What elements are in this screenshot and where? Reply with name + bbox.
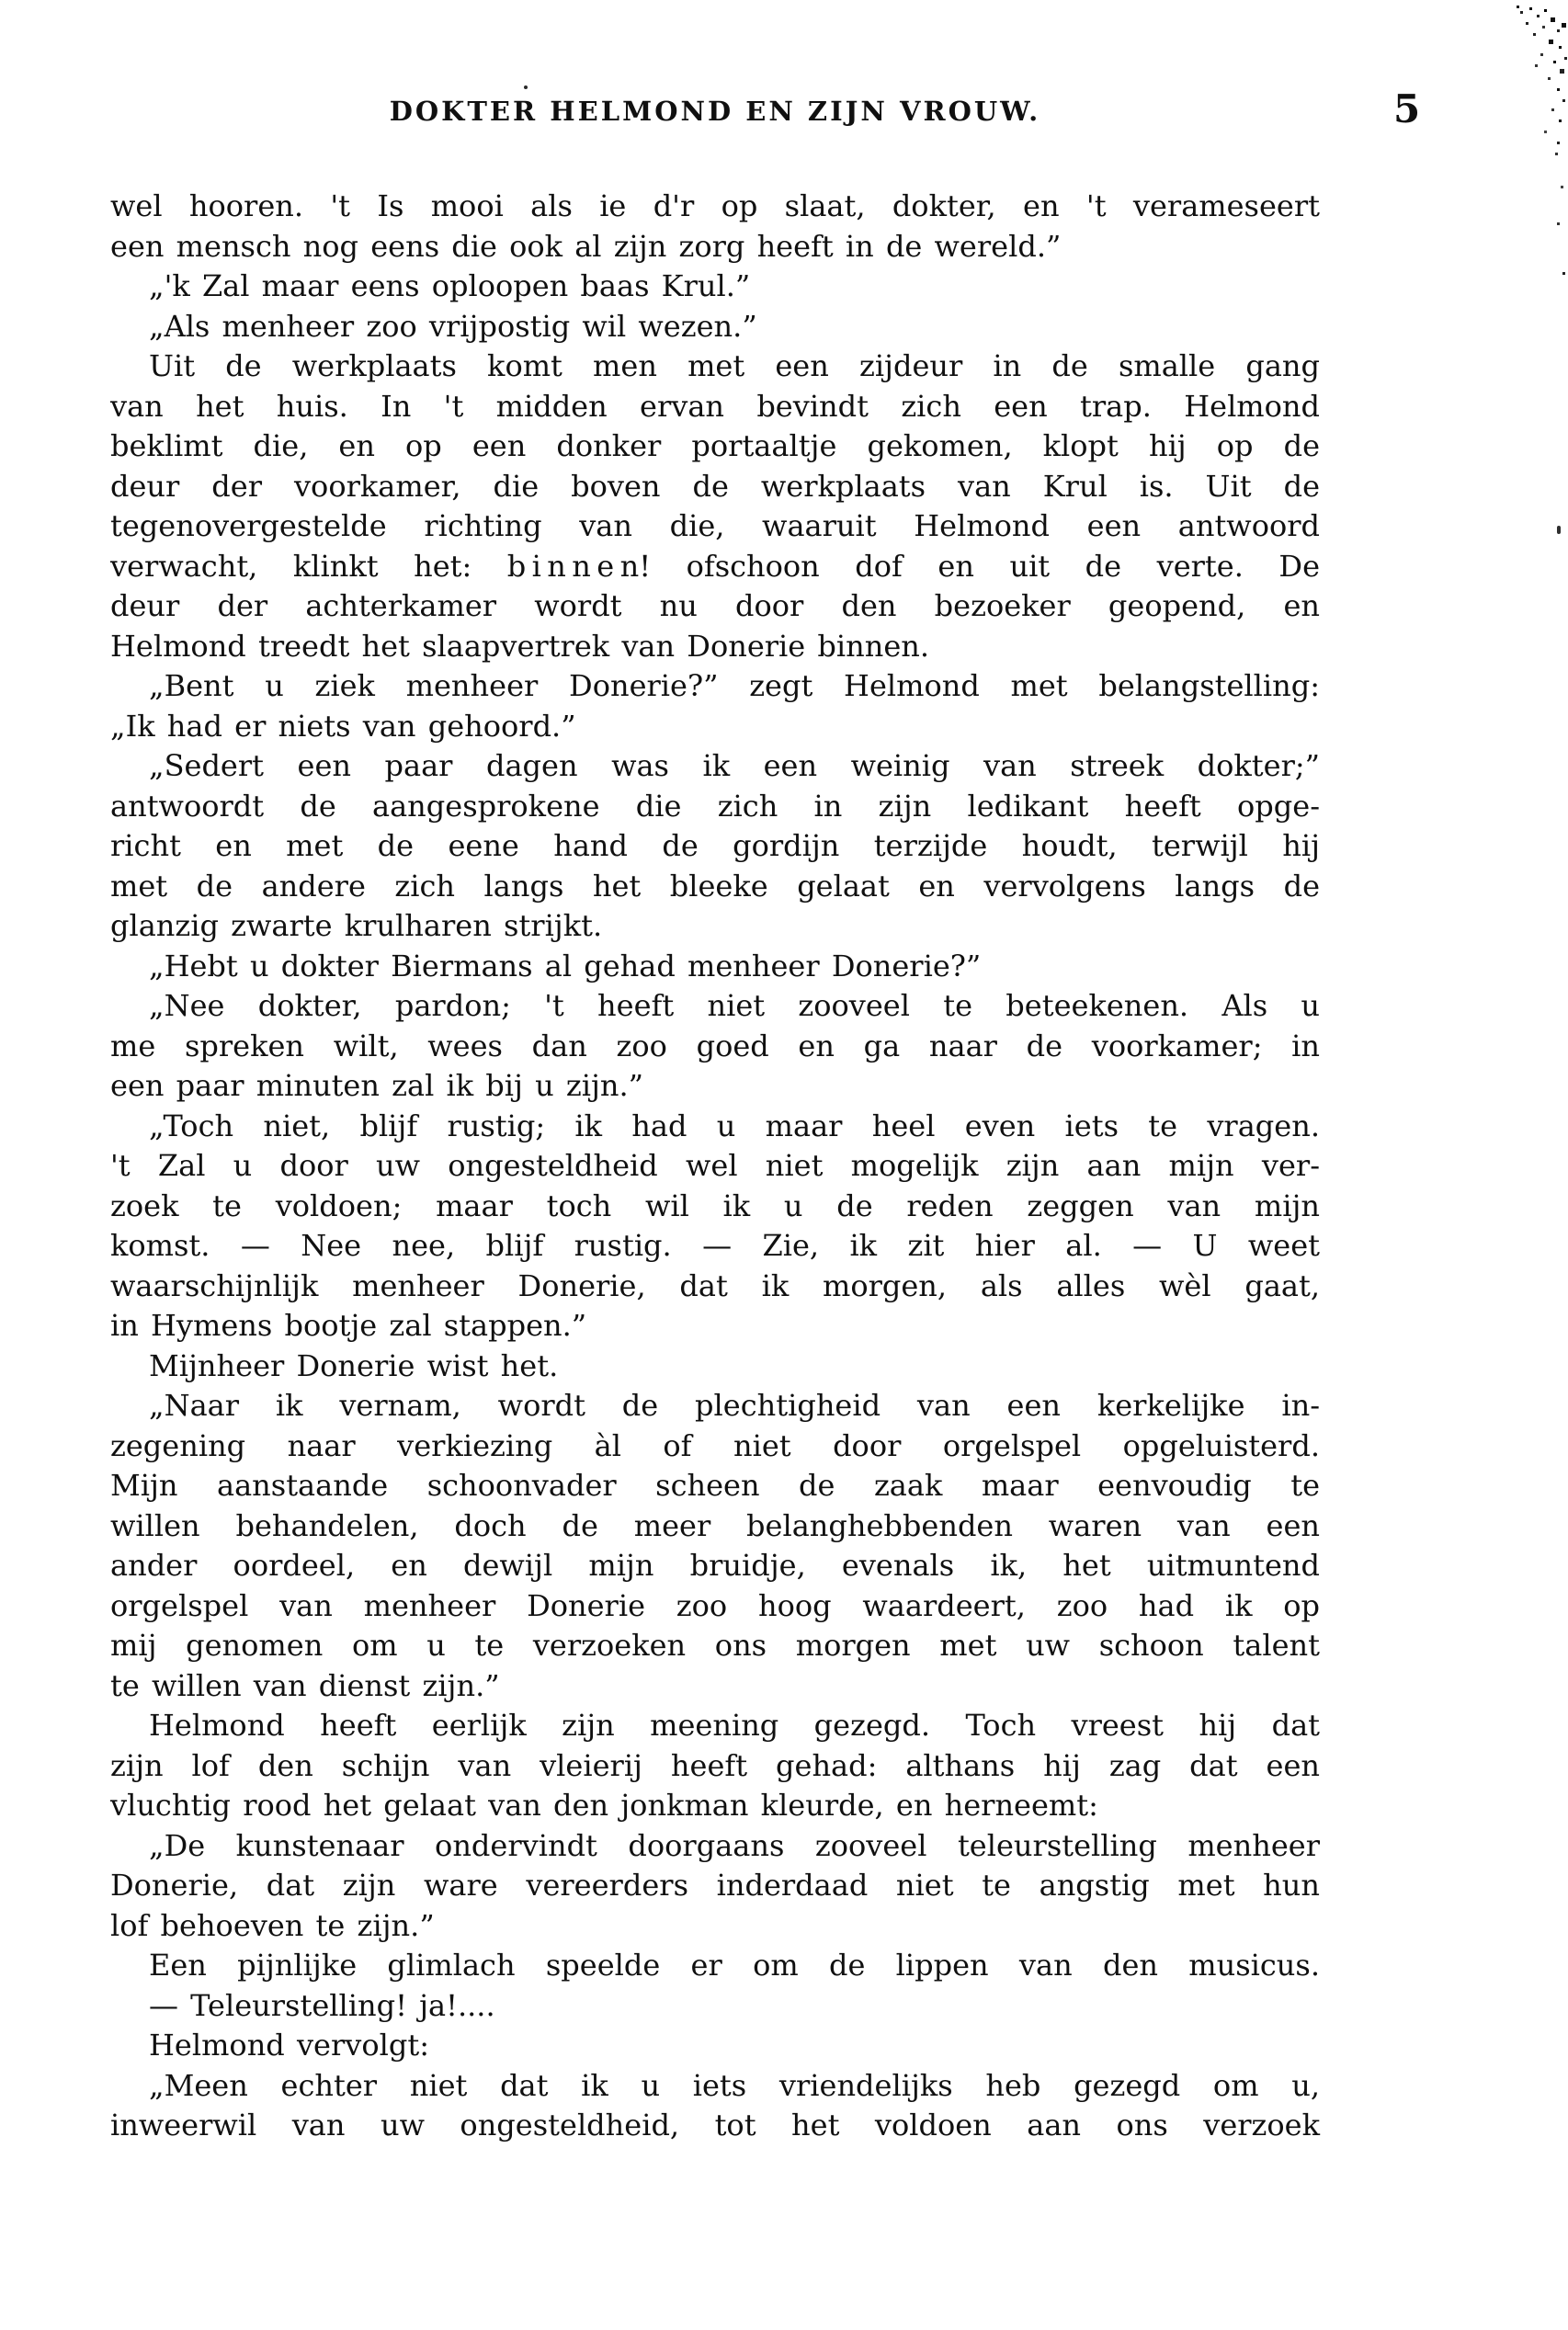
text-line: „Nee dokter, pardon; 't heeft niet zooveel te beteekenen. Als u [149, 988, 1320, 1023]
scan-speck-artifact [524, 85, 528, 89]
text-line: vluchtig rood het gelaat van den jonkman kleurde, en herneemt: [110, 1788, 1098, 1823]
text-line: „Bent u ziek menheer Donerie?” zegt Helmond met belangstelling: [149, 668, 1320, 703]
text-line: richt en met de eene hand de gordijn terzijde houdt, terwijl hij [110, 828, 1320, 863]
text-line: orgelspel van menheer Donerie zoo hoog waardeert, zoo had ik op [110, 1587, 1320, 1623]
text-line: 't Zal u door uw ongesteldheid wel niet mogelijk zijn aan mijn ver- [110, 1148, 1320, 1183]
text-line: in Hymens bootje zal stappen.” [110, 1308, 587, 1343]
text-line: te willen van dienst zijn.” [110, 1667, 500, 1703]
text-line: Helmond vervolgt: [149, 2028, 429, 2063]
text-line: met de andere zich langs het bleeke gelaat en vervolgens langs de [110, 868, 1320, 904]
text-line: „Ik had er niets van gehoord.” [110, 708, 576, 744]
text-line: Mijn aanstaande schoonvader scheen de zaak maar eenvoudig te [110, 1468, 1320, 1503]
scan-speck-artifact [1557, 526, 1561, 534]
text-line: mij genomen om u te verzoeken ons morgen met uw schoon talent [110, 1628, 1320, 1663]
text-line: „Als menheer zoo vrijpostig wil wezen.” [149, 308, 757, 344]
text-line: Een pijnlijke glimlach speelde er om de lippen van den musicus. [149, 1948, 1320, 1983]
text-line: „De kunstenaar ondervindt doorgaans zooveel teleurstelling menheer [149, 1827, 1320, 1863]
text-line: lof behoeven te zijn.” [110, 1907, 435, 1943]
text-line: „Hebt u dokter Biermans al gehad menheer Donerie?” [149, 948, 982, 983]
text-line: waarschijnlijk menheer Donerie, dat ik morgen, als alles wèl gaat, [110, 1267, 1320, 1303]
text-line: „Meen echter niet dat ik u iets vriendelijks heb gezegd om u, [149, 2067, 1320, 2103]
text-line: wel hooren. 't Is mooi als ie d'r op slaat, dokter, en 't verameseert [110, 188, 1320, 223]
text-line: Helmond treedt het slaapvertrek van Donerie binnen. [110, 628, 930, 664]
text-line: ander oordeel, en dewijl mijn bruidje, evenals ik, het uitmuntend [110, 1548, 1320, 1583]
text-line: „Toch niet, blijf rustig; ik had u maar heel even iets te vragen. [149, 1108, 1320, 1143]
page-number: 5 [1393, 86, 1421, 131]
text-line: zegening naar verkiezing àl of niet door orgelspel opgeluisterd. [110, 1427, 1320, 1463]
text-line: — Teleurstelling! ja!.... [149, 1987, 495, 2023]
text-line: glanzig zwarte krulharen strijkt. [110, 908, 603, 943]
text-block [110, 187, 1320, 2146]
text-line: beklimt die, en op een donker portaaltje gekomen, klopt hij op de [110, 428, 1320, 463]
text-line: „'k Zal maar eens oploopen baas Krul.” [149, 268, 751, 303]
text-line: me spreken wilt, wees dan zoo goed en ga naar de voorkamer; in [110, 1028, 1320, 1063]
text-line: komst. — Nee nee, blijf rustig. — Zie, ik zit hier al. — U weet [110, 1228, 1320, 1263]
text-line: deur der achterkamer wordt nu door den bezoeker geopend, en [110, 588, 1320, 623]
text-line: een mensch nog eens die ook al zijn zorg heeft in de wereld.” [110, 228, 1062, 264]
text-line: antwoordt de aangesprokene die zich in zijn ledikant heeft opge- [110, 788, 1320, 824]
text-line: zoek te voldoen; maar toch wil ik u de reden zeggen van mijn [110, 1188, 1320, 1223]
text-line: Uit de werkplaats komt men met een zijdeur in de smalle gang [149, 348, 1320, 383]
text-line: verwacht, klinkt het: b i n n e n! ofschoon dof en uit de verte. De [110, 548, 1320, 584]
text-line: zijn lof den schijn van vleierij heeft gehad: althans hij zag dat een [110, 1747, 1320, 1783]
running-header-title: DOKTER HELMOND EN ZIJN VROUW. [389, 96, 1041, 127]
text-line: van het huis. In 't midden ervan bevindt zich een trap. Helmond [110, 388, 1320, 424]
text-line: deur der voorkamer, die boven de werkplaats van Krul is. Uit de [110, 468, 1320, 504]
text-line: Donerie, dat zijn ware vereerders inderdaad niet te angstig met hun [110, 1868, 1320, 1903]
text-line: Helmond heeft eerlijk zijn meening gezegd. Toch vreest hij dat [149, 1708, 1320, 1743]
text-line: inweerwil van uw ongesteldheid, tot het voldoen aan ons verzoek [110, 2108, 1320, 2142]
text-line: „Naar ik vernam, wordt de plechtigheid van een kerkelijke in- [149, 1388, 1320, 1423]
text-line: „Sedert een paar dagen was ik een weinig van streek dokter;” [149, 748, 1320, 783]
scan-noise-artifact [1517, 6, 1519, 8]
text-line: tegenovergestelde richting van die, waaruit Helmond een antwoord [110, 508, 1320, 543]
text-line: een paar minuten zal ik bij u zijn.” [110, 1068, 644, 1103]
text-line: Mijnheer Donerie wist het. [149, 1347, 559, 1383]
text-line: willen behandelen, doch de meer belanghebbenden waren van een [110, 1507, 1320, 1543]
